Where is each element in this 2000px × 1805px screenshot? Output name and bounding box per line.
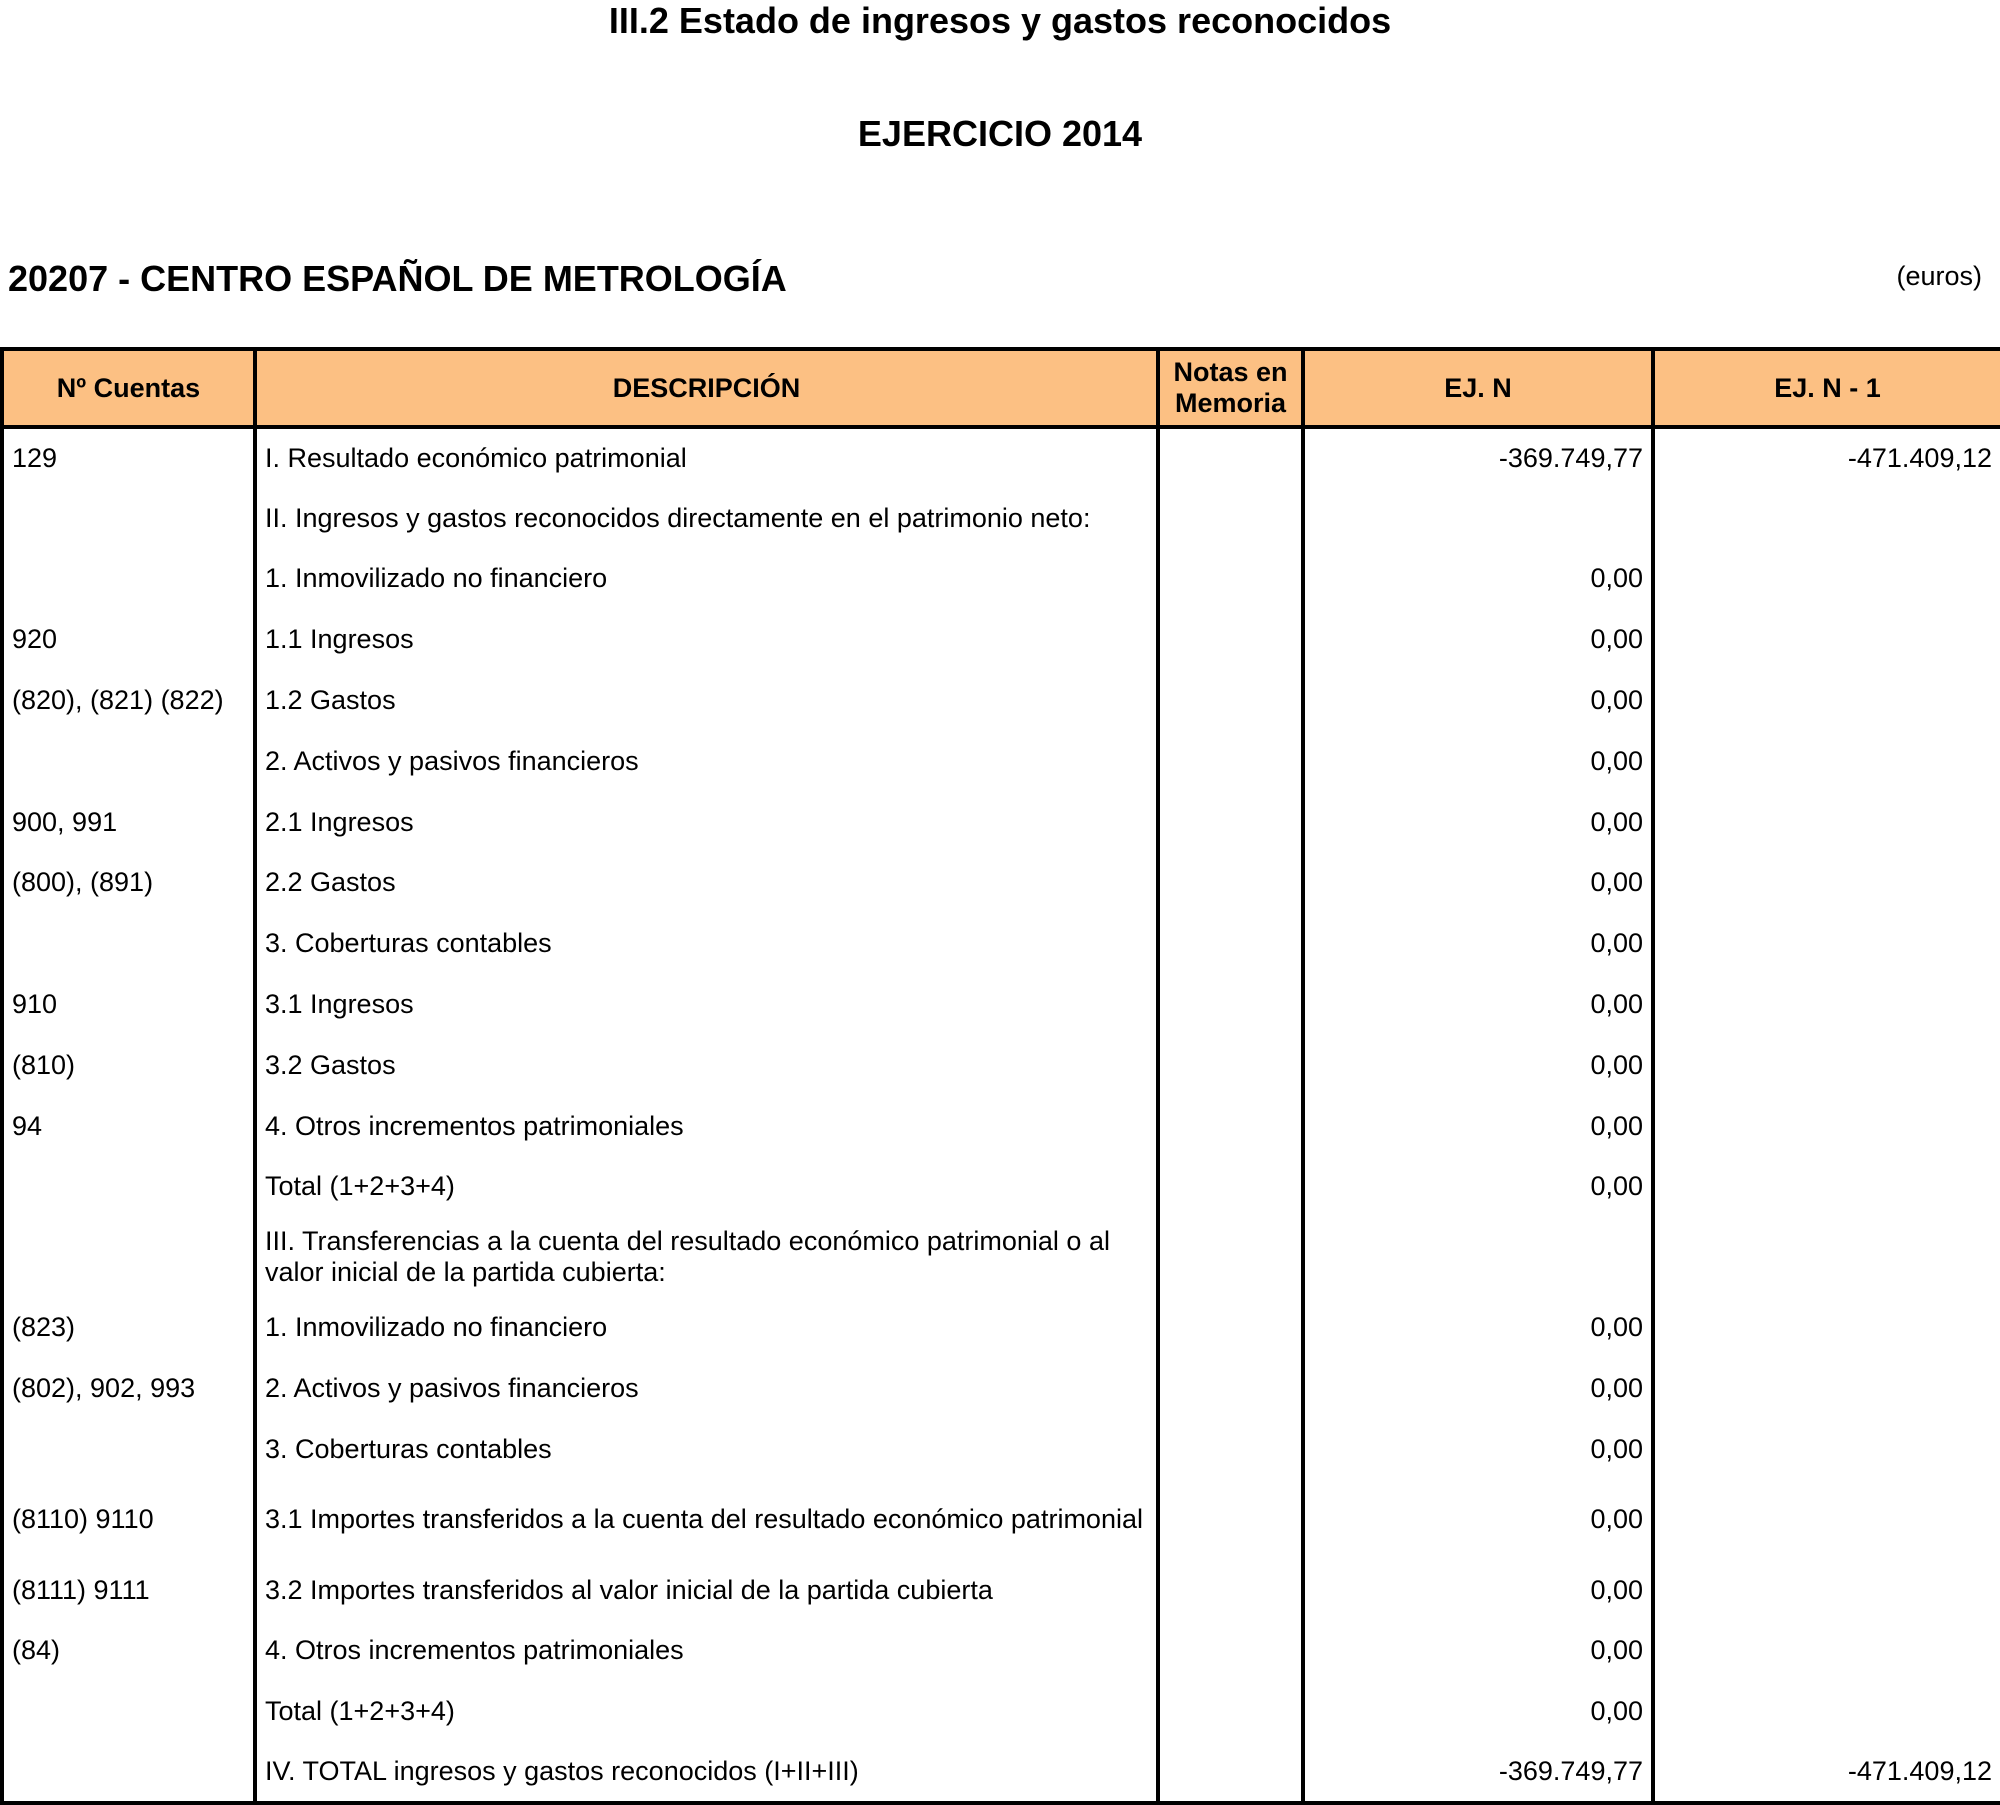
cell-descripcion: 1.2 Gastos <box>255 670 1158 731</box>
page-title: III.2 Estado de ingresos y gastos reconocidos <box>608 0 1392 41</box>
table-row <box>2 609 2000 670</box>
cell-ej-n: 0,00 <box>1303 974 1653 1035</box>
cell-cuentas: 910 <box>2 974 255 1035</box>
cell-ej-n: 0,00 <box>1303 1297 1653 1358</box>
cell-cuentas: 94 <box>2 1096 255 1157</box>
cell-notas <box>1158 1560 1303 1621</box>
table-row <box>2 853 2000 914</box>
cell-cuentas <box>2 1742 255 1803</box>
cell-cuentas: (84) <box>2 1621 255 1682</box>
cell-descripcion: IV. TOTAL ingresos y gastos reconocidos (I+II+III) <box>255 1742 1158 1803</box>
table-row <box>2 1681 2000 1742</box>
cell-notas <box>1158 1681 1303 1742</box>
cell-descripcion: Total (1+2+3+4) <box>255 1157 1158 1218</box>
cell-ej-n: 0,00 <box>1303 1035 1653 1096</box>
cell-cuentas <box>2 1157 255 1218</box>
table-row <box>2 1358 2000 1419</box>
cell-notas <box>1158 1742 1303 1803</box>
cell-notas <box>1158 1358 1303 1419</box>
cell-cuentas: (820), (821) (822) <box>2 670 255 731</box>
table-row <box>2 1157 2000 1218</box>
header-cuentas: Nº Cuentas <box>2 349 255 427</box>
cell-ej-n: -369.749,77 <box>1303 427 1653 488</box>
cell-notas <box>1158 670 1303 731</box>
table-row <box>2 974 2000 1035</box>
cell-descripcion: Total (1+2+3+4) <box>255 1681 1158 1742</box>
table-row <box>2 1480 2000 1560</box>
cell-ej-n1 <box>1653 609 2000 670</box>
cell-ej-n1 <box>1653 670 2000 731</box>
table-row <box>2 670 2000 731</box>
cell-notas <box>1158 1419 1303 1480</box>
header-notas-line2: Memoria <box>1174 388 1287 418</box>
cell-descripcion: III. Transferencias a la cuenta del resultado económico patrimonial o al valor inicial de la partida cubierta: <box>255 1217 1158 1297</box>
cell-ej-n: 0,00 <box>1303 913 1653 974</box>
cell-descripcion: 3.2 Importes transferidos al valor inicial de la partida cubierta <box>255 1560 1158 1621</box>
cell-cuentas <box>2 1681 255 1742</box>
header-descripcion: DESCRIPCIÓN <box>255 349 1158 427</box>
cell-descripcion: 1.1 Ingresos <box>255 609 1158 670</box>
cell-ej-n: 0,00 <box>1303 731 1653 792</box>
header-notas-line1: Notas en <box>1173 357 1288 387</box>
cell-notas <box>1158 1297 1303 1358</box>
cell-ej-n1 <box>1653 792 2000 853</box>
cell-descripcion: 3.2 Gastos <box>255 1035 1158 1096</box>
cell-ej-n: 0,00 <box>1303 1480 1653 1560</box>
cell-notas <box>1158 853 1303 914</box>
cell-descripcion: 3.1 Importes transferidos a la cuenta del resultado económico patrimonial <box>255 1480 1158 1560</box>
cell-ej-n1 <box>1653 1681 2000 1742</box>
cell-notas <box>1158 1035 1303 1096</box>
cell-ej-n: -369.749,77 <box>1303 1742 1653 1803</box>
cell-ej-n: 0,00 <box>1303 1560 1653 1621</box>
cell-notas <box>1158 792 1303 853</box>
header-notas <box>1158 349 1303 427</box>
cell-ej-n: 0,00 <box>1303 1681 1653 1742</box>
cell-ej-n: 0,00 <box>1303 792 1653 853</box>
cell-notas <box>1158 974 1303 1035</box>
cell-notas <box>1158 1217 1303 1297</box>
cell-notas <box>1158 1480 1303 1560</box>
cell-ej-n1 <box>1653 1035 2000 1096</box>
cell-descripcion: 2. Activos y pasivos financieros <box>255 731 1158 792</box>
cell-cuentas <box>2 913 255 974</box>
table-row <box>2 1621 2000 1682</box>
cell-ej-n1 <box>1653 1217 2000 1297</box>
cell-notas <box>1158 731 1303 792</box>
cell-cuentas: (8110) 9110 <box>2 1480 255 1560</box>
cell-descripcion: 2.2 Gastos <box>255 853 1158 914</box>
table-row <box>2 1742 2000 1803</box>
cell-descripcion: 1. Inmovilizado no financiero <box>255 1297 1158 1358</box>
cell-ej-n: 0,00 <box>1303 1621 1653 1682</box>
cell-ej-n1 <box>1653 1419 2000 1480</box>
table-row <box>2 792 2000 853</box>
table-row <box>2 1560 2000 1621</box>
table-row <box>2 1419 2000 1480</box>
cell-cuentas <box>2 1217 255 1297</box>
table-row <box>2 731 2000 792</box>
cell-ej-n1 <box>1653 549 2000 610</box>
table-row <box>2 427 2000 488</box>
table-header-row <box>2 349 2000 427</box>
cell-ej-n <box>1303 1217 1653 1297</box>
cell-descripcion: 4. Otros incrementos patrimoniales <box>255 1096 1158 1157</box>
cell-notas <box>1158 913 1303 974</box>
income-expense-table <box>0 347 2000 1805</box>
cell-cuentas: 129 <box>2 427 255 488</box>
table-row <box>2 1035 2000 1096</box>
cell-ej-n1 <box>1653 1297 2000 1358</box>
table-row <box>2 1217 2000 1297</box>
cell-ej-n1 <box>1653 1560 2000 1621</box>
cell-ej-n1: -471.409,12 <box>1653 427 2000 488</box>
cell-ej-n: 0,00 <box>1303 609 1653 670</box>
cell-ej-n1 <box>1653 1157 2000 1218</box>
cell-descripcion: 2.1 Ingresos <box>255 792 1158 853</box>
cell-cuentas <box>2 731 255 792</box>
cell-notas <box>1158 1621 1303 1682</box>
cell-ej-n: 0,00 <box>1303 853 1653 914</box>
cell-ej-n1 <box>1653 1480 2000 1560</box>
cell-notas <box>1158 427 1303 488</box>
entity-name: 20207 - CENTRO ESPAÑOL DE METROLOGÍA <box>8 258 787 299</box>
cell-cuentas: (823) <box>2 1297 255 1358</box>
cell-cuentas: 900, 991 <box>2 792 255 853</box>
cell-notas <box>1158 609 1303 670</box>
cell-descripcion: 3. Coberturas contables <box>255 913 1158 974</box>
cell-descripcion: 1. Inmovilizado no financiero <box>255 549 1158 610</box>
cell-ej-n1 <box>1653 853 2000 914</box>
cell-ej-n1 <box>1653 488 2000 549</box>
cell-cuentas <box>2 488 255 549</box>
table-row <box>2 1297 2000 1358</box>
cell-ej-n1: -471.409,12 <box>1653 1742 2000 1803</box>
cell-ej-n: 0,00 <box>1303 670 1653 731</box>
cell-descripcion: II. Ingresos y gastos reconocidos directamente en el patrimonio neto: <box>255 488 1158 549</box>
cell-notas <box>1158 549 1303 610</box>
cell-descripcion: 3.1 Ingresos <box>255 974 1158 1035</box>
cell-notas <box>1158 488 1303 549</box>
cell-ej-n: 0,00 <box>1303 1157 1653 1218</box>
table-row <box>2 488 2000 549</box>
currency-units: (euros) <box>1896 261 1982 291</box>
header-ej-n: EJ. N <box>1303 349 1653 427</box>
cell-descripcion: I. Resultado económico patrimonial <box>255 427 1158 488</box>
cell-notas <box>1158 1157 1303 1218</box>
cell-cuentas <box>2 1419 255 1480</box>
cell-cuentas: (802), 902, 993 <box>2 1358 255 1419</box>
cell-ej-n: 0,00 <box>1303 1096 1653 1157</box>
cell-cuentas: (810) <box>2 1035 255 1096</box>
cell-ej-n1 <box>1653 1358 2000 1419</box>
cell-ej-n1 <box>1653 731 2000 792</box>
table-row <box>2 1096 2000 1157</box>
cell-ej-n <box>1303 488 1653 549</box>
cell-ej-n1 <box>1653 974 2000 1035</box>
table-row <box>2 549 2000 610</box>
header-ej-n1: EJ. N - 1 <box>1653 349 2000 427</box>
cell-ej-n1 <box>1653 913 2000 974</box>
cell-ej-n: 0,00 <box>1303 1419 1653 1480</box>
cell-cuentas: 920 <box>2 609 255 670</box>
cell-cuentas: (8111) 9111 <box>2 1560 255 1621</box>
fiscal-year-heading: EJERCICIO 2014 <box>857 113 1143 154</box>
cell-ej-n: 0,00 <box>1303 549 1653 610</box>
table-row <box>2 913 2000 974</box>
cell-ej-n: 0,00 <box>1303 1358 1653 1419</box>
cell-descripcion: 2. Activos y pasivos financieros <box>255 1358 1158 1419</box>
cell-descripcion: 4. Otros incrementos patrimoniales <box>255 1621 1158 1682</box>
cell-notas <box>1158 1096 1303 1157</box>
cell-ej-n1 <box>1653 1621 2000 1682</box>
cell-descripcion: 3. Coberturas contables <box>255 1419 1158 1480</box>
cell-ej-n1 <box>1653 1096 2000 1157</box>
cell-cuentas <box>2 549 255 610</box>
cell-cuentas: (800), (891) <box>2 853 255 914</box>
